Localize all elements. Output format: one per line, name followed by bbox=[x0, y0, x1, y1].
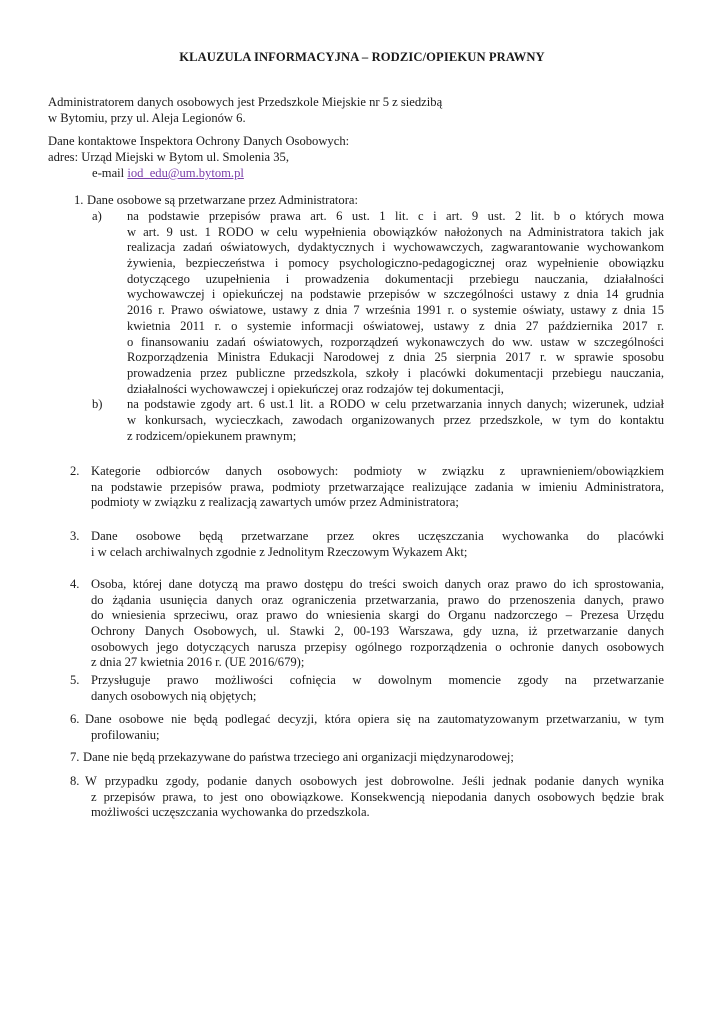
section-8-line: z przepisów prawa, to jest ono obowiązkowe. Konsekwencją niepodania danych osobowych będzie brak bbox=[91, 789, 664, 804]
item-a-line: dotyczącego uzupełnienia i prowadzenia dokumentacji przebiegu nauczania, działalności bbox=[127, 271, 664, 286]
section-4-text bbox=[91, 577, 664, 671]
section-3-line: Dane osobowe będą przetwarzane przez okres uczęszczania wychowanka do placówki bbox=[91, 529, 664, 543]
item-a-line: Rozporządzenia Ministra Edukacji Narodowej z dnia 25 sierpnia 2017 r. w sprawie sposobu bbox=[127, 350, 664, 365]
section-8-text bbox=[85, 774, 664, 821]
section-1-marker: 1. bbox=[74, 193, 84, 207]
section-5-line: Przysługuje prawo możliwości cofnięcia w dowolnym momencie zgody na przetwarzanie bbox=[91, 673, 664, 687]
section-4-line: osobowych jego dotyczących narusza przepisy ogólnego rozporządzenia o ochronie danych osobowych bbox=[91, 639, 664, 654]
section-6-marker: 6. bbox=[70, 712, 80, 726]
section-4-marker: 4. bbox=[70, 577, 80, 591]
section-4-line: Ochrony Danych Osobowych, ul. Stawki 2, 00-193 Warszawa, gdy uzna, iż przetwarzanie danych bbox=[91, 624, 664, 639]
item-a-line: w art. 9 ust. 1 RODO w celu wypełnienia obowiązków nałożonych na Administratora takich jak bbox=[127, 224, 664, 239]
section-1-lead: Dane osobowe są przetwarzane przez Administratora: bbox=[87, 193, 358, 207]
item-b-marker: b) bbox=[92, 397, 103, 411]
item-b-line: w konkursach, wycieczkach, zawodach organizowanych przez przedszkole, w tym do kontaktu bbox=[127, 412, 664, 427]
item-a-marker: a) bbox=[92, 209, 102, 223]
section-5-line: danych osobowych nią objętych; bbox=[91, 688, 257, 703]
section-3-text bbox=[91, 529, 664, 560]
section-5-text bbox=[91, 673, 664, 704]
section-2-text bbox=[91, 464, 664, 511]
item-a-line: 2016 r. Prawo oświatowe, ustawy z dnia 7 września 1991 r. o systemie oświaty, ustawy z dnia 15 bbox=[127, 303, 664, 318]
section-3-marker: 3. bbox=[70, 529, 80, 543]
section-8-marker: 8. bbox=[70, 774, 80, 788]
item-a-line: na podstawie przepisów prawa art. 6 ust. 1 lit. c i art. 9 ust. 2 lit. b o których mowa bbox=[127, 209, 664, 223]
item-a-line: o finansowaniu zadań oświatowych, rozporządzeń wykonawczych do ww. ustaw w szczególności bbox=[127, 334, 664, 349]
section-2-line: na podstawie przepisów prawa, podmioty przetwarzające realizujące zadania w imieniu Administratora, bbox=[91, 479, 664, 494]
item-a-line: żywienia, bezpieczeństwa i pomocy psychologiczno-pedagogicznej oraz wypełnienie obowiązku bbox=[127, 256, 664, 271]
contact-email-row bbox=[92, 166, 244, 182]
email-label: e-mail bbox=[92, 166, 125, 180]
contact-address: adres: Urząd Miejski w Bytom ul. Smolenia 35, bbox=[48, 150, 289, 164]
section-8-line: możliwości uczęszczania wychowanka do przedszkola. bbox=[91, 805, 370, 820]
admin-line-1: Administratorem danych osobowych jest Przedszkole Miejskie nr 5 z siedzibą bbox=[48, 95, 443, 109]
item-a-line: realizacja zadań oświatowych, dydaktycznych i wychowawczych, zagwarantowanie wychowankom bbox=[127, 240, 664, 255]
section-4-line: Osoba, której dane dotyczą ma prawo dostępu do treści swoich danych oraz prawo do ich sprostowania, bbox=[91, 577, 664, 591]
section-2-marker: 2. bbox=[70, 464, 80, 478]
item-a-line: działalności wychowawczej i opiekuńczej oraz rodzajów tej dokumentacji, bbox=[127, 381, 504, 396]
section-5-marker: 5. bbox=[70, 673, 80, 687]
section-8-line: W przypadku zgody, podanie danych osobowych jest dobrowolne. Jeśli jednak podanie danych wynika bbox=[85, 774, 664, 788]
section-6-line: Dane osobowe nie będą podlegać decyzji, która opiera się na zautomatyzowanym przetwarzaniu, w tym bbox=[85, 712, 664, 726]
section-4-line: z dnia 27 kwietnia 2016 r. (UE 2016/679); bbox=[91, 655, 305, 670]
section-6-line: profilowaniu; bbox=[91, 727, 160, 742]
item-a-line: wychowawczej i opiekuńczej na podstawie przepisów w szczególności ustawy z dnia 14 grudnia bbox=[127, 287, 664, 302]
email-link[interactable]: iod_edu@um.bytom.pl bbox=[127, 166, 244, 180]
contact-heading: Dane kontaktowe Inspektora Ochrony Danych Osobowych: bbox=[48, 134, 350, 148]
item-a-text bbox=[127, 209, 664, 444]
section-4-line: do wniesienia sprzeciwu, oraz prawo do wniesienia skargi do Organu nadzorczego – Prezesa Urzędu bbox=[91, 608, 664, 623]
section-6-text bbox=[85, 712, 664, 743]
section-7-line: Dane nie będą przekazywane do państwa trzeciego ani organizacji międzynarodowej; bbox=[83, 750, 514, 764]
document-title: KLAUZULA INFORMACYJNA – RODZIC/OPIEKUN PRAWNY bbox=[179, 50, 545, 64]
section-2-line: Kategorie odbiorców danych osobowych: podmioty w związku z uprawnieniem/obowiązkiem bbox=[91, 464, 664, 478]
section-3-line: i w celach archiwalnych zgodnie z Jednolitym Rzeczowym Wykazem Akt; bbox=[91, 544, 468, 559]
item-a-line: kwietnia 2011 r. o systemie informacji oświatowej, ustawy z dnia 27 października 2017 r. bbox=[127, 318, 664, 333]
item-a-line: prowadzenia przez publiczne przedszkola, szkoły i placówki dokumentacji przebiegu nauczania, bbox=[127, 365, 664, 380]
section-4-line: do żądania usunięcia danych oraz ograniczenia przetwarzania, prawo do przenoszenia danych, prawo bbox=[91, 592, 664, 607]
item-b-line: z rodzicem/opiekunem prawnym; bbox=[127, 428, 297, 443]
section-7-marker: 7. bbox=[70, 750, 80, 764]
section-2-line: podmioty w związku z realizacją zawartych umów przez Administratora; bbox=[91, 495, 459, 510]
admin-line-2: w Bytomiu, przy ul. Aleja Legionów 6. bbox=[48, 111, 246, 125]
item-b-line: na podstawie zgody art. 6 ust.1 lit. a RODO w celu przetwarzania innych danych; wizerunek, udział bbox=[127, 397, 664, 412]
